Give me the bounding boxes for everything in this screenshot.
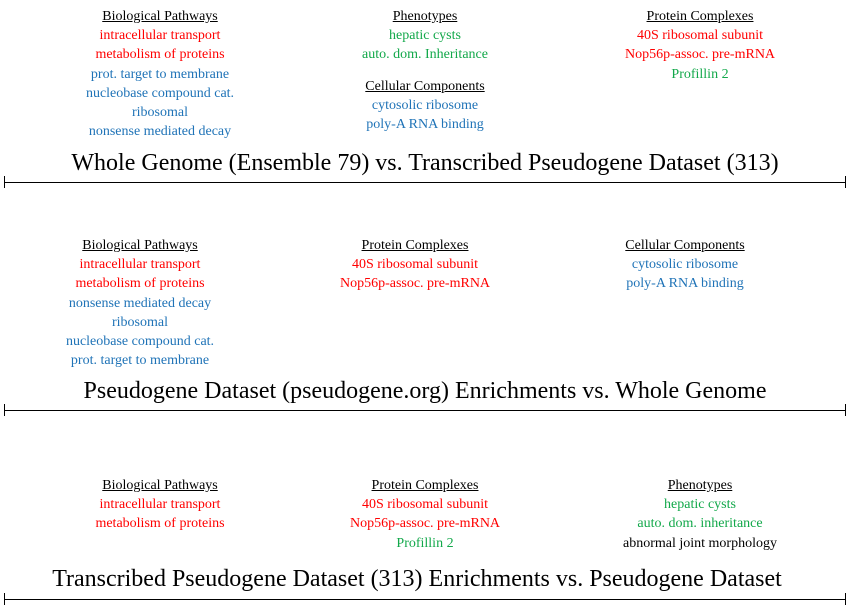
group-item: nonsense mediated decay	[68, 295, 212, 311]
group-heading: Biological Pathways	[102, 478, 218, 493]
panel3-title: Transcribed Pseudogene Dataset (313) Enrichments vs. Pseudogene Dataset	[52, 566, 782, 592]
panel2-axis-left-tick	[4, 404, 5, 416]
panel1-biological-pathways	[40, 7, 280, 141]
panel1-axis-left-tick	[4, 176, 5, 188]
group-item: poly-A RNA binding	[366, 117, 484, 133]
panel3-axis-left-tick	[4, 593, 5, 605]
group-heading: Protein Complexes	[371, 478, 479, 493]
group-item: Nop56p-assoc. pre-mRNA	[349, 516, 501, 532]
group-item: intracellular transport	[99, 497, 221, 513]
group-item: intracellular transport	[79, 257, 201, 273]
panel2-cellular-components	[580, 236, 790, 294]
group-item: hepatic cysts	[389, 28, 461, 44]
panel1-cellular-components	[320, 77, 530, 135]
group-item: Profillin 2	[671, 66, 729, 82]
group-item: cytosolic ribosome	[631, 257, 739, 273]
group-item: metabolism of proteins	[95, 516, 225, 532]
group-item: nucleobase compound cat.	[85, 85, 235, 101]
panel3-biological-pathways	[40, 476, 280, 534]
panel3-axis-line	[4, 599, 846, 600]
panel3-axis-right-tick	[845, 593, 846, 605]
group-item: nucleobase compound cat.	[65, 334, 215, 350]
group-item: 40S ribosomal subunit	[636, 28, 763, 44]
group-item: ribosomal	[132, 105, 188, 121]
group-item: auto. dom. Inheritance	[362, 47, 488, 63]
group-item: prot. target to membrane	[70, 353, 210, 369]
panel1-phenotypes	[320, 7, 530, 65]
group-item: 40S ribosomal subunit	[361, 497, 488, 513]
panel2-title: Pseudogene Dataset (pseudogene.org) Enrichments vs. Whole Genome	[83, 378, 767, 404]
panel1-axis-right-tick	[845, 176, 846, 188]
panel2-axis-line	[4, 410, 846, 411]
group-item: ribosomal	[112, 314, 168, 330]
panel2-axis-right-tick	[845, 404, 846, 416]
group-item: 40S ribosomal subunit	[351, 257, 478, 273]
group-item: metabolism of proteins	[75, 276, 205, 292]
group-heading: Cellular Components	[365, 79, 485, 94]
group-item: auto. dom. inheritance	[637, 516, 763, 532]
panel2-biological-pathways	[20, 236, 260, 370]
panel1-protein-complexes	[590, 7, 810, 84]
panel3-protein-complexes	[320, 476, 530, 553]
group-heading: Cellular Components	[625, 238, 745, 253]
group-item: prot. target to membrane	[90, 66, 230, 82]
group-item: Nop56p-assoc. pre-mRNA	[339, 276, 491, 292]
group-item: poly-A RNA binding	[626, 276, 744, 292]
group-heading: Biological Pathways	[102, 9, 218, 24]
group-item: abnormal joint morphology	[623, 535, 777, 551]
panel1-title: Whole Genome (Ensemble 79) vs. Transcribed Pseudogene Dataset (313)	[71, 150, 779, 176]
group-item: cytosolic ribosome	[371, 98, 479, 114]
panel3-phenotypes	[590, 476, 810, 553]
group-heading: Protein Complexes	[361, 238, 469, 253]
group-heading: Phenotypes	[392, 9, 458, 24]
group-item: intracellular transport	[99, 28, 221, 44]
panel1-axis-line	[4, 182, 846, 183]
panel2-protein-complexes	[310, 236, 520, 294]
group-item: Nop56p-assoc. pre-mRNA	[624, 47, 776, 63]
group-heading: Protein Complexes	[646, 9, 754, 24]
group-item: metabolism of proteins	[95, 47, 225, 63]
group-heading: Phenotypes	[667, 478, 733, 493]
group-item: nonsense mediated decay	[88, 124, 232, 140]
group-item: hepatic cysts	[664, 497, 736, 513]
group-item: Profillin 2	[396, 535, 454, 551]
group-heading: Biological Pathways	[82, 238, 198, 253]
